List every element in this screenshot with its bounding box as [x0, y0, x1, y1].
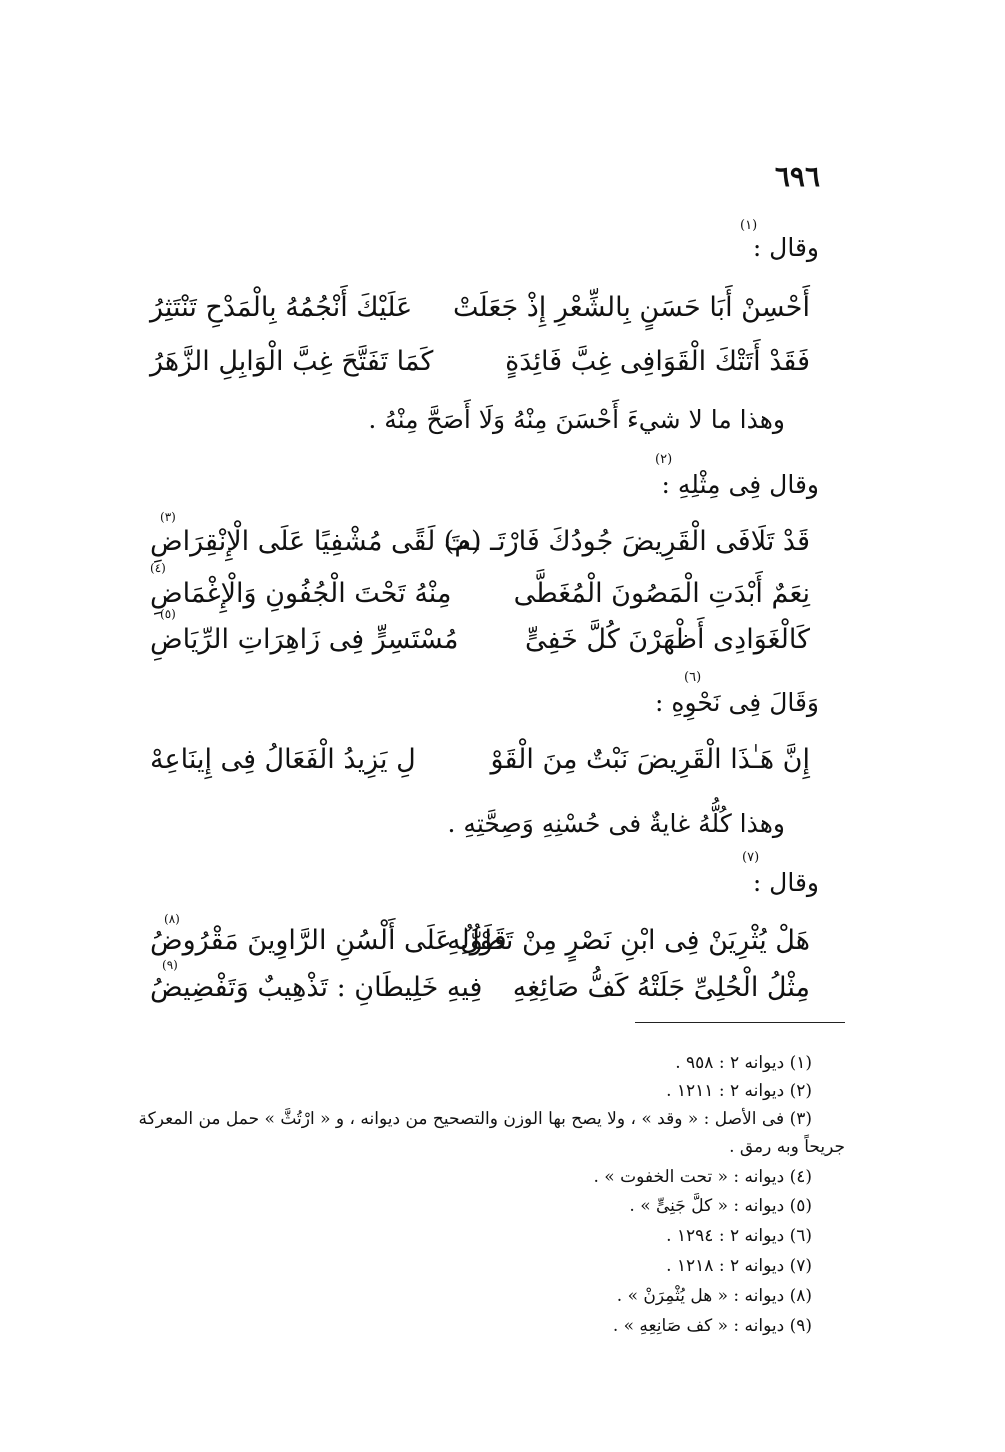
footnote: (٨) ديوانه : « هل يُثْمِرَنْ » . [616, 1286, 812, 1306]
footnote: (٣) فى الأصل : « وقد » ، ولا يصح بها الوزن والتصحيح من ديوانه ، و « ارْتُثَّ » حمل من المعركة [138, 1109, 812, 1129]
section-intro: وَقَالَ فِى نَحْوِهِ : [655, 688, 819, 717]
section-intro: وقال : [752, 233, 819, 262]
verse-line [150, 744, 810, 788]
verse-line [150, 578, 810, 622]
footnote: (٩) ديوانه : « كف صَانِعِهِ » . [612, 1316, 812, 1336]
verse-hemistich-second: لِ يَزِيدُ الْفَعَالُ فِى إِينَاعِهْ [150, 744, 416, 775]
verse-hemistich-first: كَالْغَوَادِى أَظْهَرْنَ كُلَّ خَفِىٍّ [524, 624, 810, 655]
verse-hemistich-first: نِعَمٌ أَبْدَتِ الْمَصُونَ الْمُغَطَّى [513, 578, 810, 609]
verse-line [150, 972, 810, 1016]
footnote-marker: (٤) [150, 561, 166, 575]
footnote-marker: (٧) [742, 850, 760, 865]
verse-hemistich-second: ـتَ لَقًى مُشْفِيًا عَلَى الْإِنْقِرَاضِ [150, 526, 479, 557]
footnote: (٧) ديوانه ٢ : ١٢١٨ . [666, 1256, 812, 1276]
section-intro: وقال فِى مِثْلِهِ : [661, 470, 819, 499]
verse-line [150, 526, 810, 570]
commentary-text: وهذا كُلُّهُ غايةٌ فى حُسْنِهِ وَصِحَّتِهِ . [447, 809, 785, 838]
footnote-continuation: جريحاً وبه رمق . [729, 1137, 845, 1157]
verse-line [150, 624, 810, 668]
verse-hemistich-first: مِثْلُ الْحُلِىِّ جَلَتْهُ كَفُّ صَائِغِهِ [512, 972, 810, 1003]
footnote-marker: (٦) [684, 670, 702, 685]
footnote-marker: (٨) [164, 912, 180, 926]
verse-hemistich-second: كَمَا تَفَتَّحَ غِبَّ الْوَابِلِ الزَّهَرُ [150, 346, 434, 377]
footnote: (١) ديوانه ٢ : ٩٥٨ . [675, 1053, 812, 1073]
footnote-marker: (١) [740, 218, 758, 233]
commentary-text: وهذا ما لا شيءَ أَحْسَنَ مِنْهُ وَلَا أَصَحَّ مِنْهُ . [368, 405, 785, 434]
verse-line [150, 292, 810, 336]
section-intro: وقال : [752, 868, 819, 897]
page-number: ٦٩٦ [774, 160, 820, 193]
verse-hemistich-first: فَقَدْ أَتَتْكَ الْقَوَافِى غِبَّ فَائِدَةٍ [505, 346, 810, 377]
footnote: (٥) ديوانه : « كلَّ جَنِىٍّ » . [629, 1196, 812, 1216]
verse-hemistich-first: هَلْ يُثْرِيَنْ فِى ابْنِ نَصْرٍ مِنْ تَطَوُّلِهِ [447, 925, 810, 956]
verse-hemistich-first: إِنَّ هَـٰذَا الْقَرِيضَ نَبْتٌ مِنَ الْقَوْ [490, 744, 810, 775]
verse-line [150, 346, 810, 390]
footnote-marker: (٩) [162, 958, 178, 972]
verse-hemistich-second: فِيهِ خَلِيطَانِ : تَذْهِيبٌ وَتَفْضِيضُ [150, 972, 483, 1003]
footnote-marker: (٢) [655, 452, 673, 467]
verse-line [150, 925, 810, 969]
verse-hemistich-first: قَدْ تَلَافَى الْقَرِيضَ جُودُكَ فَارْتَـ (م) [443, 526, 810, 557]
verse-hemistich-first: أَحْسِنْ أَبَا حَسَنٍ بِالشِّعْرِ إِذْ جَعَلَتْ [453, 292, 810, 323]
footnote-marker: (٥) [160, 607, 176, 621]
footnote-marker: (٣) [160, 510, 176, 524]
verse-hemistich-second: مِنْهُ تَحْتَ الْجُفُونِ وَالْإِغْمَاضِ [150, 578, 452, 609]
footnote: (٢) ديوانه ٢ : ١٢١١ . [666, 1081, 812, 1101]
verse-hemistich-second: قَوْلٌ عَلَى أَلْسُنِ الرَّاوِينَ مَقْرُوضُ [150, 925, 507, 956]
verse-hemistich-second: مُسْتَسِرٍّ فِى زَاهِرَاتِ الرِّيَاضِ [150, 624, 459, 655]
footnote-separator [635, 1022, 845, 1023]
footnote: (٦) ديوانه ٢ : ١٢٩٤ . [666, 1226, 812, 1246]
verse-hemistich-second: عَلَيْكَ أَنْجُمُهُ بِالْمَدْحِ تَنْتَثِرُ [150, 292, 413, 323]
footnote: (٤) ديوانه : « تحت الخفوت » . [593, 1167, 812, 1187]
